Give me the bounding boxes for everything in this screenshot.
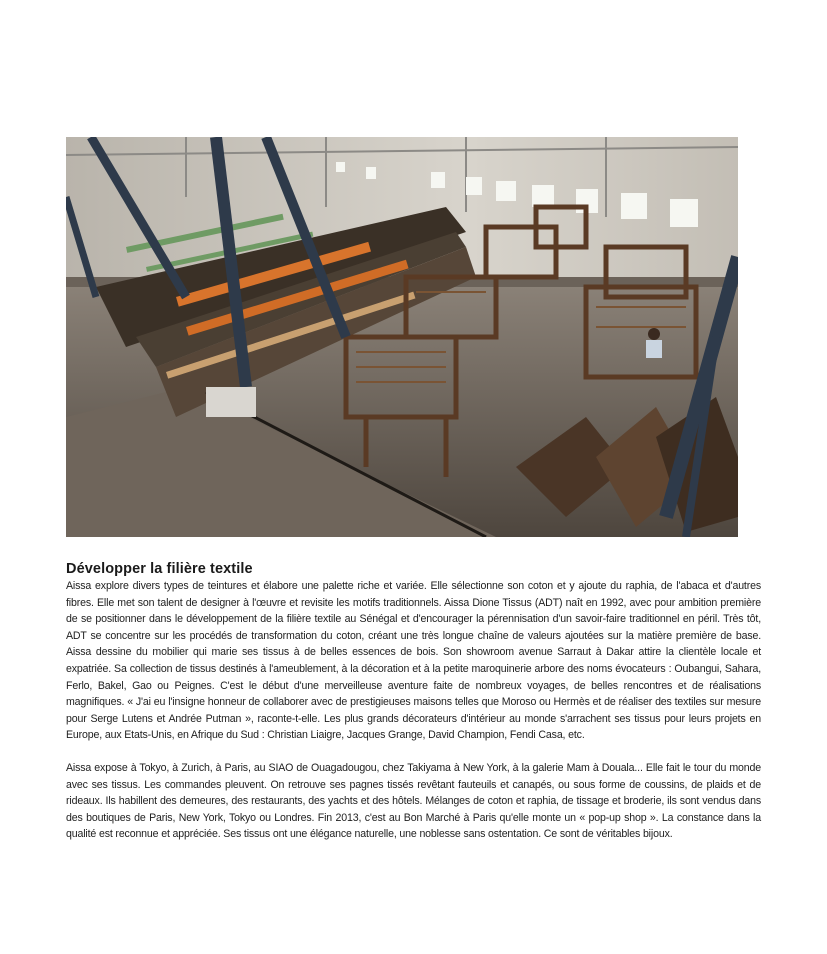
workshop-illustration — [66, 137, 738, 537]
article — [66, 560, 761, 843]
article-heading: Développer la filière textile — [66, 561, 253, 577]
weaving-workshop-photo — [66, 137, 738, 537]
worker-head — [648, 328, 660, 340]
article-paragraph-2: Aissa expose à Tokyo, à Zurich, à Paris, au SIAO de Ouagadougou, chez Takiyama à New York, à la galerie Mam à Douala... Elle fait le tour du monde avec ses tissus. Les commandes pleuvent. On retrouve ses pagnes tissés revêtant fauteuils et canapés, ou sous forme de coussins, de plaids et de rideaux. Ils habillent des demeures, des restaurants, des yachts et des hôtels. Mélanges de coton et raphia, de tissage et broderie, ils sont vendus dans des boutiques de Paris, New York, Tokyo ou Londres. Fin 2013, c'est au Bon Marché à Paris qu'elle monte un « pop-up shop ». La constance dans la qualité est reconnue et appréciée. Ses tissus ont une élégance naturelle, une noblesse sans ostentation. Ce sont de véritables bijoux. — [66, 761, 761, 841]
worker-body — [646, 340, 662, 358]
article-paragraph-1: Aissa explore divers types de teintures et élabore une palette riche et variée. Elle sélectionne son coton et y ajoute du raphia, de l'abaca et d'autres fibres. Elle met son talent de designer à l'œuvre et revisite les motifs traditionnels. Aissa Dione Tissus (ADT) naît en 1992, avec pour ambition première de se positionner dans le développement de la filière textile au Sénégal et d'encourager la pérennisation d'un savoir-faire traditionnel en péril. Très tôt, ADT se concentre sur les procédés de transformation du coton, créant une très longue chaîne de valeurs ajoutées sur la matière première de base. Aissa dessine du mobilier qui marie ses tissus à de belles essences de bois. Son showroom avenue Sarraut à Dakar attire la clientèle locale et expatriée. Sa collection de tissus destinés à l'ameublement, à la décoration et à la petite maroquinerie arbore des noms évocateurs : Oubangui, Sahara, Ferlo, Bakel, Gao ou Peignes. C'est le début d'une merveilleuse aventure faite de nombreux voyages, de belles rencontres et de réalisations magnifiques. « J'ai eu l'insigne honneur de collaborer avec de prestigieuses maisons telles que Moroso ou Hermès et de réaliser des textiles sur mesure pour Serge Lutens et Andrée Putman », raconte-t-elle. Les plus grands décorateurs d'intérieur au monde s'arrachent ses tissus pour leurs projets en Europe, aux Etats-Unis, en Afrique du Sud : Christian Liaigre, Jacques Grange, David Champion, Fendi Casa, etc. — [66, 580, 761, 742]
floor-box — [206, 387, 256, 417]
